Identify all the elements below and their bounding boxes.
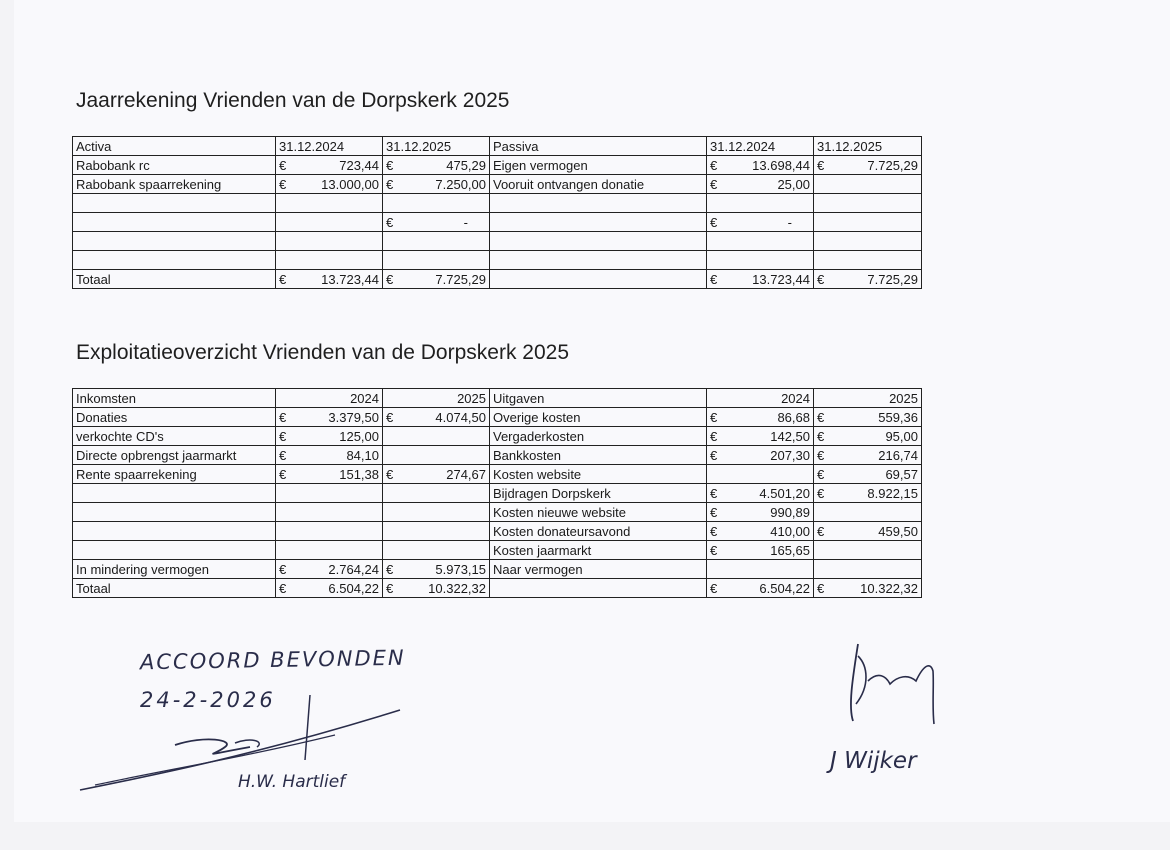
table-row: [73, 484, 922, 503]
table-cell: verkochte CD's: [73, 427, 276, 446]
table-cell: Kosten donateursavond: [490, 522, 707, 541]
approval-date: 24-2-2026: [140, 688, 276, 712]
table-cell: [276, 560, 383, 579]
currency-symbol: €: [386, 176, 394, 192]
column-header: 2025: [814, 389, 922, 408]
amount-value: -: [787, 214, 792, 230]
currency-symbol: €: [386, 409, 394, 425]
currency-symbol: €: [386, 466, 394, 482]
table-cell: [814, 251, 922, 270]
currency-symbol: €: [817, 157, 825, 173]
table-cell: [383, 194, 490, 213]
table-cell: [814, 446, 922, 465]
table-cell: Bankkosten: [490, 446, 707, 465]
amount-value: 84,10: [346, 447, 379, 463]
amount-value: 6.504,22: [328, 580, 379, 596]
currency-symbol: €: [710, 504, 718, 520]
table-cell: [276, 579, 383, 598]
amount-value: 125,00: [339, 428, 379, 444]
table-cell: [707, 484, 814, 503]
amount-value: 723,44: [339, 157, 379, 173]
currency-symbol: €: [386, 561, 394, 577]
table-cell: [73, 213, 276, 232]
column-header: 2024: [707, 389, 814, 408]
exploitatie-table: [72, 388, 922, 598]
table-cell: Naar vermogen: [490, 560, 707, 579]
currency-symbol: €: [279, 428, 287, 444]
table-cell: [383, 427, 490, 446]
table-cell: [276, 194, 383, 213]
table-cell: [276, 156, 383, 175]
table-cell: Directe opbrengst jaarmarkt: [73, 446, 276, 465]
table-cell: Rabobank spaarrekening: [73, 175, 276, 194]
table-cell: [814, 541, 922, 560]
table-cell: Overige kosten: [490, 408, 707, 427]
amount-value: 13.000,00: [321, 176, 379, 192]
table-cell: [814, 156, 922, 175]
table-row: [73, 251, 922, 270]
currency-symbol: €: [279, 176, 287, 192]
amount-value: 207,30: [770, 447, 810, 463]
table-cell: Bijdragen Dorpskerk: [490, 484, 707, 503]
table-cell: In mindering vermogen: [73, 560, 276, 579]
currency-symbol: €: [279, 157, 287, 173]
amount-value: 142,50: [770, 428, 810, 444]
amount-value: 216,74: [878, 447, 918, 463]
column-header: 31.12.2025: [383, 137, 490, 156]
currency-symbol: €: [279, 447, 287, 463]
amount-value: 410,00: [770, 523, 810, 539]
amount-value: 6.504,22: [759, 580, 810, 596]
column-header: Inkomsten: [73, 389, 276, 408]
table-cell: [707, 213, 814, 232]
table-cell: Kosten website: [490, 465, 707, 484]
table-cell: [276, 522, 383, 541]
table-cell: [814, 175, 922, 194]
currency-symbol: €: [279, 409, 287, 425]
currency-symbol: €: [817, 580, 825, 596]
table-cell: [707, 270, 814, 289]
currency-symbol: €: [817, 523, 825, 539]
amount-value: 25,00: [777, 176, 810, 192]
amount-value: 13.723,44: [321, 271, 379, 287]
amount-value: 274,67: [446, 466, 486, 482]
table-row: [73, 465, 922, 484]
currency-symbol: €: [817, 271, 825, 287]
table-cell: [707, 175, 814, 194]
amount-value: 459,50: [878, 523, 918, 539]
table-cell: Totaal: [73, 579, 276, 598]
table-cell: [707, 541, 814, 560]
amount-value: 475,29: [446, 157, 486, 173]
table-cell: [276, 446, 383, 465]
amount-value: 4.501,20: [759, 485, 810, 501]
signer-name-right: J Wijker: [830, 748, 917, 774]
table-cell: [707, 465, 814, 484]
currency-symbol: €: [817, 409, 825, 425]
column-header: 31.12.2025: [814, 137, 922, 156]
currency-symbol: €: [279, 271, 287, 287]
currency-symbol: €: [710, 580, 718, 596]
table-cell: [383, 465, 490, 484]
table-cell: [814, 194, 922, 213]
table-row: [73, 156, 922, 175]
table-cell: [490, 251, 707, 270]
table-cell: [383, 446, 490, 465]
table-row: [73, 579, 922, 598]
table-cell: [276, 408, 383, 427]
table-row: [73, 427, 922, 446]
table-cell: [814, 503, 922, 522]
table-cell: Donaties: [73, 408, 276, 427]
table-cell: Vergaderkosten: [490, 427, 707, 446]
column-header: Uitgaven: [490, 389, 707, 408]
table-cell: [383, 408, 490, 427]
table-cell: [814, 213, 922, 232]
column-header: 31.12.2024: [707, 137, 814, 156]
table-cell: [814, 522, 922, 541]
table-cell: [383, 541, 490, 560]
table-cell: Rabobank rc: [73, 156, 276, 175]
signature-left: [75, 685, 415, 815]
table-cell: [707, 232, 814, 251]
table-cell: [383, 156, 490, 175]
table-cell: [383, 251, 490, 270]
table-cell: [707, 579, 814, 598]
table-cell: [73, 232, 276, 251]
table-cell: [73, 503, 276, 522]
currency-symbol: €: [279, 466, 287, 482]
amount-value: 8.922,15: [867, 485, 918, 501]
currency-symbol: €: [710, 271, 718, 287]
currency-symbol: €: [386, 157, 394, 173]
table-cell: [814, 232, 922, 251]
column-header: 2025: [383, 389, 490, 408]
currency-symbol: €: [710, 447, 718, 463]
amount-value: 10.322,32: [428, 580, 486, 596]
currency-symbol: €: [386, 580, 394, 596]
table-row: [73, 522, 922, 541]
amount-value: 86,68: [777, 409, 810, 425]
table-cell: [490, 579, 707, 598]
currency-symbol: €: [279, 580, 287, 596]
table-row: [73, 560, 922, 579]
amount-value: 165,65: [770, 542, 810, 558]
table-row: [73, 232, 922, 251]
table-cell: [276, 270, 383, 289]
table-row: [73, 503, 922, 522]
table-cell: [73, 522, 276, 541]
table-cell: [276, 465, 383, 484]
table-cell: Totaal: [73, 270, 276, 289]
table-cell: [383, 503, 490, 522]
amount-value: 990,89: [770, 504, 810, 520]
table-cell: [276, 484, 383, 503]
amount-value: -: [463, 214, 468, 230]
table-cell: [707, 408, 814, 427]
table-cell: [707, 522, 814, 541]
table-cell: Rente spaarrekening: [73, 465, 276, 484]
balance-table: [72, 136, 922, 289]
table-cell: [383, 484, 490, 503]
table-cell: [490, 213, 707, 232]
table-cell: [276, 427, 383, 446]
amount-value: 7.725,29: [867, 271, 918, 287]
table-cell: [276, 175, 383, 194]
table-row: [73, 541, 922, 560]
amount-value: 7.250,00: [435, 176, 486, 192]
currency-symbol: €: [710, 214, 718, 230]
amount-value: 7.725,29: [867, 157, 918, 173]
table-row: [73, 194, 922, 213]
table-cell: [276, 232, 383, 251]
column-header: 2024: [276, 389, 383, 408]
currency-symbol: €: [386, 271, 394, 287]
table-cell: [73, 194, 276, 213]
table-cell: [707, 194, 814, 213]
currency-symbol: €: [710, 409, 718, 425]
table-cell: [383, 560, 490, 579]
amount-value: 10.322,32: [860, 580, 918, 596]
table-cell: Kosten nieuwe website: [490, 503, 707, 522]
table-cell: [383, 175, 490, 194]
table-cell: [814, 427, 922, 446]
table-cell: Eigen vermogen: [490, 156, 707, 175]
table-cell: [707, 427, 814, 446]
balance-title: Jaarrekening Vrienden van de Dorpskerk 2025: [76, 89, 510, 112]
table-cell: [276, 503, 383, 522]
table-cell: Kosten jaarmarkt: [490, 541, 707, 560]
currency-symbol: €: [710, 157, 718, 173]
currency-symbol: €: [710, 428, 718, 444]
table-cell: [383, 213, 490, 232]
table-cell: [707, 251, 814, 270]
table-row: [73, 408, 922, 427]
exploitatie-title: Exploitatieoverzicht Vrienden van de Dorpskerk 2025: [76, 341, 569, 364]
table-cell: [73, 541, 276, 560]
table-row: [73, 213, 922, 232]
amount-value: 13.723,44: [752, 271, 810, 287]
amount-value: 151,38: [339, 466, 379, 482]
table-cell: [490, 270, 707, 289]
table-row: [73, 270, 922, 289]
table-cell: [814, 484, 922, 503]
header-row: [73, 137, 922, 156]
table-cell: [814, 465, 922, 484]
column-header: Passiva: [490, 137, 707, 156]
table-cell: [73, 251, 276, 270]
currency-symbol: €: [817, 447, 825, 463]
table-cell: [276, 541, 383, 560]
table-cell: [814, 270, 922, 289]
table-cell: [814, 560, 922, 579]
amount-value: 559,36: [878, 409, 918, 425]
amount-value: 3.379,50: [328, 409, 379, 425]
column-header: 31.12.2024: [276, 137, 383, 156]
currency-symbol: €: [710, 542, 718, 558]
currency-symbol: €: [386, 214, 394, 230]
amount-value: 2.764,24: [328, 561, 379, 577]
signer-name-left: H.W. Hartlief: [238, 772, 346, 792]
header-row: [73, 389, 922, 408]
table-cell: [383, 232, 490, 251]
currency-symbol: €: [710, 523, 718, 539]
amount-value: 69,57: [885, 466, 918, 482]
approval-text: ACCOORD BEVONDEN: [139, 645, 406, 675]
amount-value: 5.973,15: [435, 561, 486, 577]
table-cell: Vooruit ontvangen donatie: [490, 175, 707, 194]
column-header: Activa: [73, 137, 276, 156]
currency-symbol: €: [279, 561, 287, 577]
signature-right: [838, 636, 948, 731]
table-cell: [276, 251, 383, 270]
currency-symbol: €: [817, 428, 825, 444]
currency-symbol: €: [710, 485, 718, 501]
table-cell: [276, 213, 383, 232]
currency-symbol: €: [817, 466, 825, 482]
table-cell: [814, 579, 922, 598]
table-cell: [814, 408, 922, 427]
table-row: [73, 175, 922, 194]
table-cell: [73, 484, 276, 503]
amount-value: 7.725,29: [435, 271, 486, 287]
amount-value: 95,00: [885, 428, 918, 444]
table-cell: [707, 560, 814, 579]
table-cell: [383, 579, 490, 598]
amount-value: 4.074,50: [435, 409, 486, 425]
table-cell: [383, 522, 490, 541]
amount-value: 13.698,44: [752, 157, 810, 173]
table-cell: [707, 156, 814, 175]
table-cell: [707, 503, 814, 522]
table-cell: [707, 446, 814, 465]
table-cell: [490, 194, 707, 213]
currency-symbol: €: [817, 485, 825, 501]
table-row: [73, 446, 922, 465]
table-cell: [490, 232, 707, 251]
currency-symbol: €: [710, 176, 718, 192]
table-cell: [383, 270, 490, 289]
